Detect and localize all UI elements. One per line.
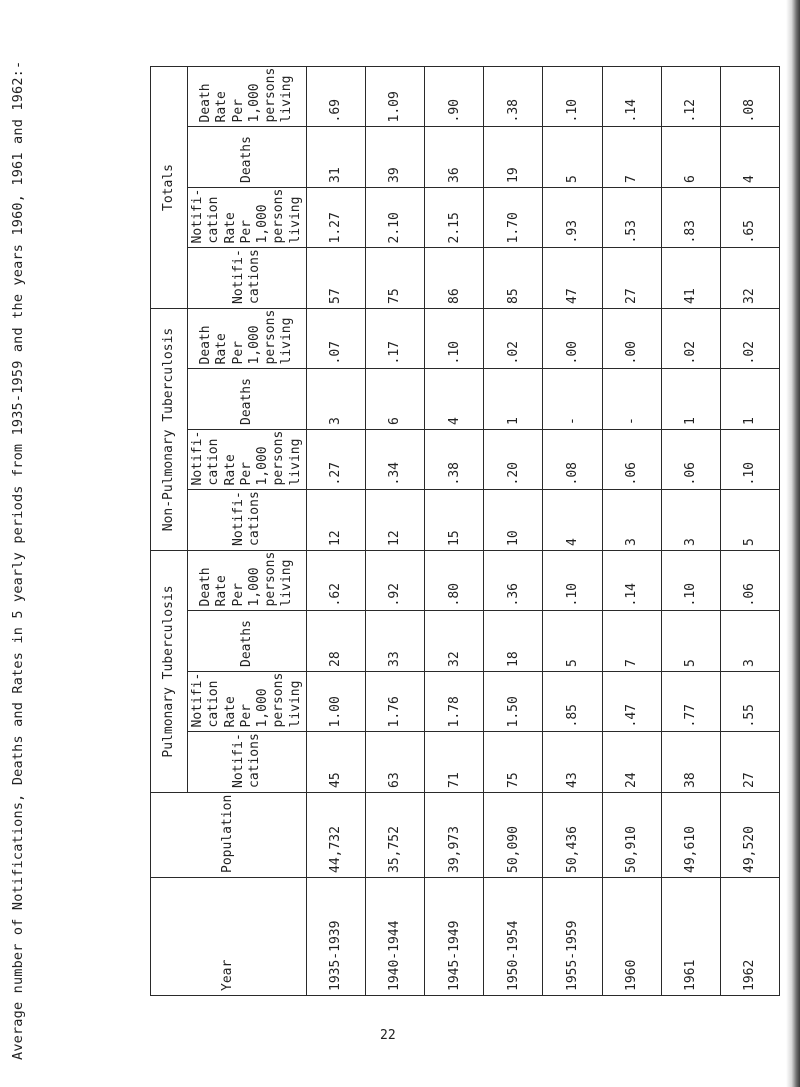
totals-death-rate-cell: .08: [720, 67, 779, 128]
pulmonary-deaths-cell: 7: [602, 611, 661, 672]
non-pulmonary-header: Non-Pulmonary Tuberculosis: [151, 309, 188, 551]
totals-notification-rate-cell: 2.10: [365, 188, 424, 249]
table-row: [306, 67, 365, 996]
totals-deaths-cell: 4: [720, 127, 779, 188]
year-cell: 1940-1944: [365, 878, 424, 996]
totals-deaths-cell: 7: [602, 127, 661, 188]
pulmonary-death-rate-header: Death Rate Per 1,000 persons living: [188, 551, 307, 612]
non-pulmonary-deaths-cell: 4: [425, 369, 484, 430]
population-cell: 49,520: [720, 793, 779, 878]
non-pulmonary-notifications-header: Notifi- cations: [188, 490, 307, 551]
pulmonary-notification-rate-cell: .85: [543, 672, 602, 733]
page-number: 22: [380, 1028, 396, 1043]
pulmonary-death-rate-cell: .92: [365, 551, 424, 612]
non-pulmonary-death-rate-cell: .10: [425, 309, 484, 370]
non-pulmonary-death-rate-cell: .00: [602, 309, 661, 370]
non-pulmonary-notifications-cell: 12: [306, 490, 365, 551]
pulmonary-deaths-cell: 18: [484, 611, 543, 672]
totals-notifications-cell: 27: [602, 248, 661, 309]
non-pulmonary-notification-rate-cell: .08: [543, 430, 602, 491]
pulmonary-notification-rate-cell: .55: [720, 672, 779, 733]
totals-notifications-cell: 41: [661, 248, 720, 309]
non-pulmonary-notification-rate-cell: .34: [365, 430, 424, 491]
totals-notifications-cell: 86: [425, 248, 484, 309]
year-cell: 1962: [720, 878, 779, 996]
totals-notification-rate-header: Notifi- cation Rate Per 1,000 persons living: [188, 188, 307, 249]
pulmonary-deaths-cell: 5: [661, 611, 720, 672]
pulmonary-notifications-cell: 71: [425, 732, 484, 793]
totals-death-rate-header: Death Rate Per 1,000 persons living: [188, 67, 307, 128]
non-pulmonary-death-rate-cell: .07: [306, 309, 365, 370]
pulmonary-notifications-cell: 38: [661, 732, 720, 793]
population-cell: 50,910: [602, 793, 661, 878]
year-cell: 1945-1949: [425, 878, 484, 996]
non-pulmonary-death-rate-cell: .02: [484, 309, 543, 370]
pulmonary-notification-rate-cell: .77: [661, 672, 720, 733]
pulmonary-notifications-cell: 24: [602, 732, 661, 793]
non-pulmonary-deaths-cell: 1: [720, 369, 779, 430]
totals-notification-rate-cell: .83: [661, 188, 720, 249]
non-pulmonary-deaths-cell: -: [543, 369, 602, 430]
pulmonary-notifications-header: Notifi- cations: [188, 732, 307, 793]
non-pulmonary-notifications-cell: 3: [602, 490, 661, 551]
table-row: [365, 67, 424, 996]
non-pulmonary-notification-rate-cell: .06: [602, 430, 661, 491]
population-cell: 39,973: [425, 793, 484, 878]
totals-death-rate-cell: .38: [484, 67, 543, 128]
population-header: Population: [151, 793, 307, 878]
population-cell: 49,610: [661, 793, 720, 878]
totals-header: Totals: [151, 67, 188, 309]
document-title: Average number of Notifications, Deaths and Rates in 5 yearly periods from 1935-1959 and the years 1960, 1961 and 1962:-: [10, 60, 26, 1060]
totals-deaths-cell: 5: [543, 127, 602, 188]
totals-death-rate-cell: .12: [661, 67, 720, 128]
pulmonary-death-rate-cell: .10: [661, 551, 720, 612]
population-cell: 50,436: [543, 793, 602, 878]
group-header-row: [151, 67, 188, 996]
table-row: [425, 67, 484, 996]
non-pulmonary-notifications-cell: 15: [425, 490, 484, 551]
pulmonary-notifications-cell: 43: [543, 732, 602, 793]
scan-edge-shadow: [786, 0, 800, 1087]
non-pulmonary-notifications-cell: 10: [484, 490, 543, 551]
non-pulmonary-deaths-cell: 1: [661, 369, 720, 430]
pulmonary-notification-rate-cell: 1.78: [425, 672, 484, 733]
totals-notifications-cell: 47: [543, 248, 602, 309]
table-row: [602, 67, 661, 996]
pulmonary-death-rate-cell: .62: [306, 551, 365, 612]
totals-deaths-cell: 31: [306, 127, 365, 188]
pulmonary-death-rate-cell: .36: [484, 551, 543, 612]
non-pulmonary-notification-rate-cell: .20: [484, 430, 543, 491]
totals-deaths-cell: 39: [365, 127, 424, 188]
non-pulmonary-deaths-header: Deaths: [188, 369, 307, 430]
non-pulmonary-death-rate-header: Death Rate Per 1,000 persons living: [188, 309, 307, 370]
non-pulmonary-notification-rate-header: Notifi- cation Rate Per 1,000 persons living: [188, 430, 307, 491]
totals-death-rate-cell: .69: [306, 67, 365, 128]
table-row: [543, 67, 602, 996]
year-cell: 1955-1959: [543, 878, 602, 996]
totals-deaths-cell: 6: [661, 127, 720, 188]
pulmonary-deaths-header: Deaths: [188, 611, 307, 672]
year-header: Year: [151, 878, 307, 996]
non-pulmonary-deaths-cell: 1: [484, 369, 543, 430]
pulmonary-deaths-cell: 3: [720, 611, 779, 672]
year-cell: 1961: [661, 878, 720, 996]
pulmonary-notifications-cell: 27: [720, 732, 779, 793]
year-cell: 1960: [602, 878, 661, 996]
non-pulmonary-notifications-cell: 3: [661, 490, 720, 551]
non-pulmonary-notification-rate-cell: .10: [720, 430, 779, 491]
totals-death-rate-cell: 1.09: [365, 67, 424, 128]
rates-table: [150, 66, 780, 996]
totals-notification-rate-cell: .93: [543, 188, 602, 249]
totals-death-rate-cell: .90: [425, 67, 484, 128]
pulmonary-death-rate-cell: .06: [720, 551, 779, 612]
non-pulmonary-deaths-cell: -: [602, 369, 661, 430]
pulmonary-notification-rate-cell: .47: [602, 672, 661, 733]
pulmonary-notifications-cell: 63: [365, 732, 424, 793]
totals-deaths-cell: 19: [484, 127, 543, 188]
totals-notification-rate-cell: 1.27: [306, 188, 365, 249]
table-row: [720, 67, 779, 996]
pulmonary-deaths-cell: 32: [425, 611, 484, 672]
pulmonary-deaths-cell: 33: [365, 611, 424, 672]
totals-deaths-cell: 36: [425, 127, 484, 188]
population-cell: 50,090: [484, 793, 543, 878]
pulmonary-death-rate-cell: .80: [425, 551, 484, 612]
non-pulmonary-deaths-cell: 3: [306, 369, 365, 430]
non-pulmonary-deaths-cell: 6: [365, 369, 424, 430]
pulmonary-deaths-cell: 28: [306, 611, 365, 672]
non-pulmonary-notification-rate-cell: .06: [661, 430, 720, 491]
totals-notification-rate-cell: 2.15: [425, 188, 484, 249]
year-cell: 1950-1954: [484, 878, 543, 996]
totals-notification-rate-cell: .53: [602, 188, 661, 249]
totals-deaths-header: Deaths: [188, 127, 307, 188]
totals-notifications-cell: 75: [365, 248, 424, 309]
non-pulmonary-death-rate-cell: .17: [365, 309, 424, 370]
totals-notifications-header: Notifi- cations: [188, 248, 307, 309]
totals-death-rate-cell: .10: [543, 67, 602, 128]
pulmonary-notification-rate-header: Notifi- cation Rate Per 1,000 persons living: [188, 672, 307, 733]
non-pulmonary-notifications-cell: 12: [365, 490, 424, 551]
population-cell: 35,752: [365, 793, 424, 878]
non-pulmonary-death-rate-cell: .00: [543, 309, 602, 370]
year-cell: 1935-1939: [306, 878, 365, 996]
pulmonary-notification-rate-cell: 1.00: [306, 672, 365, 733]
rates-table-container: [150, 67, 800, 996]
non-pulmonary-death-rate-cell: .02: [720, 309, 779, 370]
table-body: [306, 67, 779, 996]
pulmonary-notifications-cell: 75: [484, 732, 543, 793]
pulmonary-deaths-cell: 5: [543, 611, 602, 672]
totals-notification-rate-cell: 1.70: [484, 188, 543, 249]
table-row: [661, 67, 720, 996]
totals-notifications-cell: 85: [484, 248, 543, 309]
pulmonary-death-rate-cell: .14: [602, 551, 661, 612]
table-row: [484, 67, 543, 996]
totals-notification-rate-cell: .65: [720, 188, 779, 249]
non-pulmonary-notifications-cell: 4: [543, 490, 602, 551]
totals-notifications-cell: 32: [720, 248, 779, 309]
pulmonary-notification-rate-cell: 1.76: [365, 672, 424, 733]
pulmonary-death-rate-cell: .10: [543, 551, 602, 612]
totals-death-rate-cell: .14: [602, 67, 661, 128]
non-pulmonary-notifications-cell: 5: [720, 490, 779, 551]
pulmonary-header: Pulmonary Tuberculosis: [151, 551, 188, 793]
non-pulmonary-notification-rate-cell: .38: [425, 430, 484, 491]
totals-notifications-cell: 57: [306, 248, 365, 309]
pulmonary-notifications-cell: 45: [306, 732, 365, 793]
population-cell: 44,732: [306, 793, 365, 878]
non-pulmonary-notification-rate-cell: .27: [306, 430, 365, 491]
non-pulmonary-death-rate-cell: .02: [661, 309, 720, 370]
pulmonary-notification-rate-cell: 1.50: [484, 672, 543, 733]
